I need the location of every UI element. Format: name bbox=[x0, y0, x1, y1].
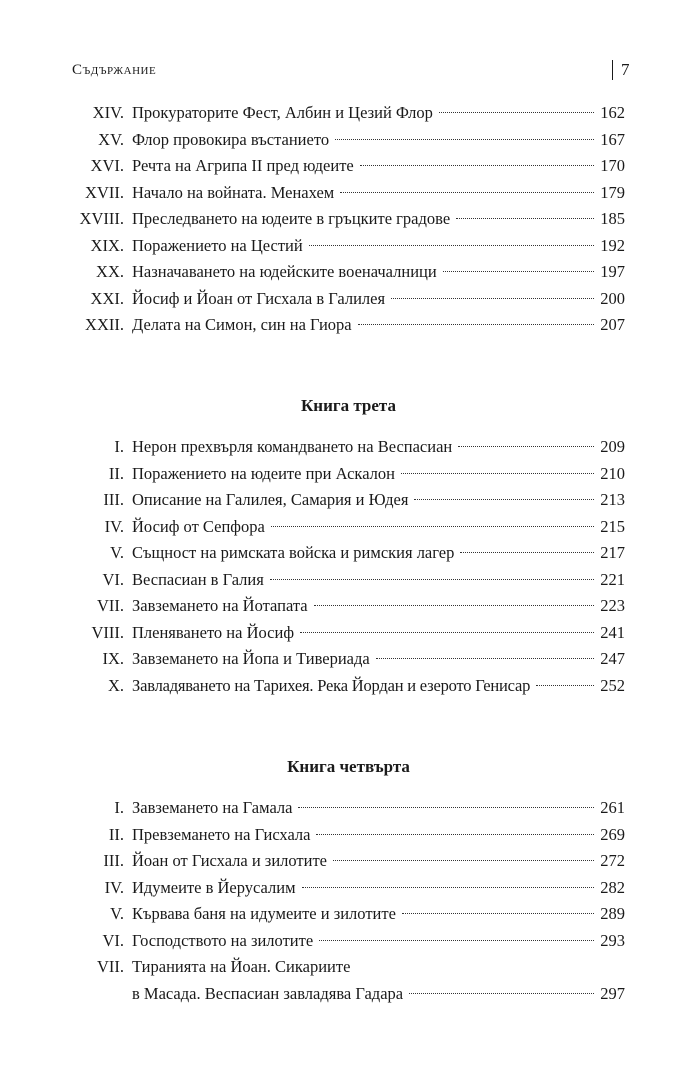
chapter-page: 179 bbox=[600, 182, 625, 202]
chapter-number: III. bbox=[103, 851, 124, 870]
toc-entry bbox=[72, 848, 625, 875]
chapter-page: 282 bbox=[600, 877, 625, 897]
chapter-page: 162 bbox=[600, 103, 625, 122]
toc-entry bbox=[72, 540, 625, 567]
dot-leader bbox=[316, 834, 594, 835]
toc-entry bbox=[72, 434, 625, 461]
chapter-title: Същност на римската войска и римския лагер bbox=[132, 543, 455, 562]
chapter-title-line1: Тиранията на Йоан. Сикариите bbox=[132, 957, 351, 976]
chapter-number: XV. bbox=[98, 129, 124, 149]
toc-book-four bbox=[72, 795, 625, 1007]
chapter-number: IV. bbox=[104, 516, 124, 536]
chapter-number: V. bbox=[110, 904, 124, 923]
dot-leader bbox=[536, 685, 594, 686]
chapter-page: 192 bbox=[600, 235, 625, 255]
toc-entry bbox=[72, 567, 625, 594]
chapter-title: Идумеите в Йерусалим bbox=[132, 877, 296, 897]
dot-leader bbox=[271, 526, 594, 527]
chapter-page: 217 bbox=[600, 543, 625, 562]
chapter-number: VI. bbox=[102, 569, 124, 589]
toc-entry bbox=[72, 901, 625, 928]
chapter-page: 297 bbox=[600, 983, 625, 1003]
toc-entry bbox=[72, 259, 625, 286]
dot-leader bbox=[319, 940, 594, 941]
toc-entry bbox=[72, 312, 625, 339]
toc-entry bbox=[72, 954, 625, 1007]
dot-leader bbox=[335, 139, 594, 140]
chapter-number: XXI. bbox=[90, 288, 124, 308]
chapter-title: Завладяването на Тарихея. Река Йордан и езерото Генисар bbox=[132, 675, 531, 695]
toc-entry bbox=[72, 673, 625, 700]
chapter-page: 210 bbox=[600, 463, 625, 483]
dot-leader bbox=[391, 298, 594, 299]
chapter-title-line2: в Масада. Веспасиан завладява Гадара bbox=[132, 983, 404, 1003]
chapter-title: Завземането на Йотапата bbox=[132, 596, 308, 615]
dot-leader bbox=[414, 499, 594, 500]
chapter-title: Завземането на Йопа и Тивериада bbox=[132, 649, 370, 668]
dot-leader bbox=[409, 993, 594, 994]
chapter-title: Начало на войната. Менахем bbox=[132, 182, 335, 202]
chapter-title: Йоан от Гисхала и зилотите bbox=[132, 851, 327, 870]
toc-entry bbox=[72, 620, 625, 647]
chapter-number: IX. bbox=[102, 649, 124, 668]
chapter-number: XVIII. bbox=[79, 209, 124, 228]
dot-leader bbox=[443, 271, 595, 272]
toc-entry bbox=[72, 233, 625, 260]
chapter-title: Превземането на Гисхала bbox=[132, 824, 311, 844]
chapter-title: Назначаването на юдейските военачалници bbox=[132, 262, 437, 281]
toc-entry bbox=[72, 822, 625, 849]
chapter-page: 197 bbox=[600, 262, 625, 281]
toc-entry bbox=[72, 514, 625, 541]
chapter-number: XVII. bbox=[85, 182, 124, 202]
chapter-title: Флор провокира въстанието bbox=[132, 129, 330, 149]
dot-leader bbox=[298, 807, 594, 808]
chapter-title: Прокураторите Фест, Албин и Цезий Флор bbox=[132, 103, 433, 122]
chapter-number: I. bbox=[114, 437, 124, 456]
toc-entry bbox=[72, 286, 625, 313]
running-head-title: Съдържание bbox=[72, 62, 157, 78]
dot-leader bbox=[376, 658, 595, 659]
chapter-number: IV. bbox=[104, 877, 124, 897]
toc-entry bbox=[72, 646, 625, 673]
chapter-number: II. bbox=[108, 824, 124, 844]
chapter-title: Йосиф от Сепфора bbox=[132, 516, 265, 536]
toc-entry bbox=[72, 875, 625, 902]
chapter-number: III. bbox=[103, 490, 124, 509]
chapter-number: VIII. bbox=[91, 622, 124, 642]
chapter-page: 221 bbox=[600, 569, 625, 589]
chapter-page: 200 bbox=[600, 288, 625, 308]
dot-leader bbox=[333, 860, 594, 861]
chapter-title: Речта на Агрипа II пред юдеите bbox=[132, 156, 354, 175]
chapter-title: Преследването на юдеите в гръцките градове bbox=[132, 209, 451, 228]
chapter-number: V. bbox=[110, 543, 124, 562]
toc-entry bbox=[72, 100, 625, 127]
dot-leader bbox=[402, 913, 594, 914]
chapter-title: Йосиф и Йоан от Гисхала в Галилея bbox=[132, 288, 386, 308]
dot-leader bbox=[401, 473, 594, 474]
dot-leader bbox=[340, 192, 594, 193]
chapter-page: 170 bbox=[600, 156, 625, 175]
dot-leader bbox=[270, 579, 594, 580]
dot-leader bbox=[456, 218, 594, 219]
chapter-number: VII. bbox=[96, 957, 124, 976]
chapter-number: VI. bbox=[102, 930, 124, 950]
dot-leader bbox=[460, 552, 594, 553]
chapter-page: 215 bbox=[600, 516, 625, 536]
toc-book-three bbox=[72, 434, 625, 699]
chapter-page: 185 bbox=[600, 209, 625, 228]
chapter-title: Поражението на юдеите при Аскалон bbox=[132, 463, 395, 483]
chapter-page: 241 bbox=[600, 622, 625, 642]
chapter-number: II. bbox=[108, 463, 124, 483]
chapter-number: XX. bbox=[96, 262, 124, 281]
toc-entry bbox=[72, 127, 625, 154]
chapter-page: 209 bbox=[600, 437, 625, 456]
chapter-page: 289 bbox=[600, 904, 625, 923]
chapter-page: 269 bbox=[600, 824, 625, 844]
chapter-number: XIV. bbox=[92, 103, 124, 122]
chapter-title: Завземането на Гамала bbox=[132, 798, 293, 817]
chapter-page: 272 bbox=[600, 851, 625, 870]
chapter-title: Веспасиан в Галия bbox=[132, 569, 264, 589]
chapter-title: Описание на Галилея, Самария и Юдея bbox=[132, 490, 409, 509]
running-header bbox=[72, 60, 630, 82]
chapter-number: I. bbox=[114, 798, 124, 817]
toc-entry bbox=[72, 461, 625, 488]
chapter-title: Пленяването на Йосиф bbox=[132, 622, 295, 642]
toc-entry bbox=[72, 153, 625, 180]
toc-entry bbox=[72, 206, 625, 233]
toc-entry bbox=[72, 593, 625, 620]
chapter-page: 252 bbox=[600, 675, 625, 695]
dot-leader bbox=[439, 112, 594, 113]
dot-leader bbox=[314, 605, 595, 606]
chapter-title: Нерон прехвърля командването на Веспасиан bbox=[132, 437, 453, 456]
toc-entry bbox=[72, 795, 625, 822]
page-number: 7 bbox=[612, 60, 630, 80]
book-heading: Книга четвърта bbox=[287, 757, 410, 776]
chapter-page: 223 bbox=[600, 596, 625, 615]
chapter-title: Кървава баня на идумеите и зилотите bbox=[132, 904, 396, 923]
chapter-page: 247 bbox=[600, 649, 625, 668]
chapter-number: VII. bbox=[96, 596, 124, 615]
toc-entry bbox=[72, 180, 625, 207]
chapter-title: Поражението на Цестий bbox=[132, 235, 303, 255]
book-heading: Книга трета bbox=[300, 396, 396, 415]
dot-leader bbox=[309, 245, 595, 246]
chapter-page: 213 bbox=[600, 490, 625, 509]
chapter-number: X. bbox=[107, 675, 124, 695]
chapter-number: XVI. bbox=[90, 156, 124, 175]
chapter-page: 167 bbox=[600, 129, 625, 149]
chapter-page: 293 bbox=[600, 930, 625, 950]
chapter-number: XXII. bbox=[85, 315, 124, 334]
dot-leader bbox=[458, 446, 594, 447]
chapter-title: Делата на Симон, син на Гиора bbox=[132, 315, 352, 334]
dot-leader bbox=[300, 632, 594, 633]
chapter-page: 207 bbox=[600, 315, 625, 334]
dot-leader bbox=[302, 887, 595, 888]
toc-entry bbox=[72, 487, 625, 514]
toc-entry bbox=[72, 928, 625, 955]
chapter-page: 261 bbox=[600, 798, 625, 817]
toc-section-continued bbox=[72, 100, 625, 339]
chapter-number: XIX. bbox=[90, 235, 124, 255]
dot-leader bbox=[360, 165, 595, 166]
chapter-title: Господството на зилотите bbox=[132, 930, 314, 950]
dot-leader bbox=[358, 324, 595, 325]
